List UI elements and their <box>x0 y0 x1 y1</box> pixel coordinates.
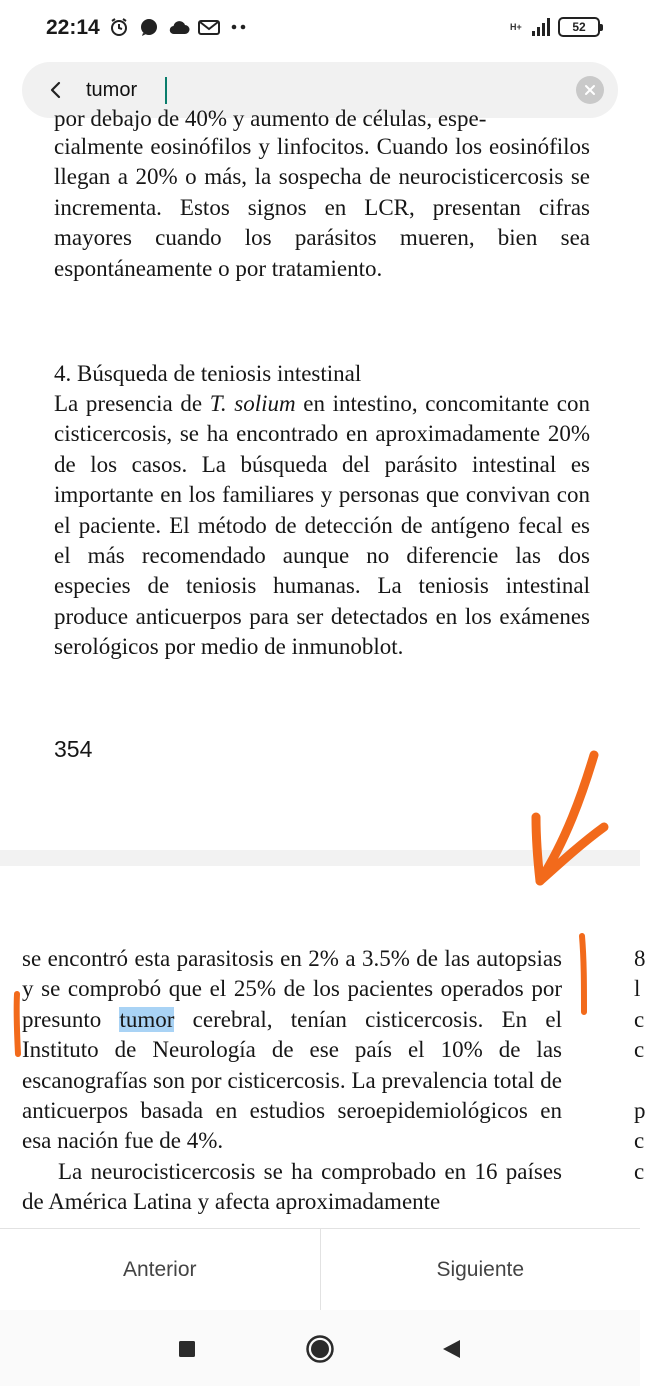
search-match-highlight[interactable]: tumor <box>119 1006 175 1032</box>
cut-off-line: por debajo de 40% y aumento de células, espe- <box>54 106 487 131</box>
paragraph-latin-america: La neurocisticercosis se ha comprobado en 16 países de América Latina y afecta aproximadamente <box>22 1158 562 1215</box>
recent-apps-button[interactable] <box>172 1334 202 1364</box>
adjacent-column-edge: 8 l c c p c c <box>634 946 646 1184</box>
chat-bubble-icon <box>138 16 160 38</box>
circle-home-icon <box>305 1334 335 1364</box>
mail-icon <box>198 16 220 38</box>
document-page-next <box>0 866 646 1228</box>
previous-result-button[interactable]: Anterior <box>0 1229 320 1310</box>
network-type-label: H+ <box>510 21 522 32</box>
paragraph-cysticercosis-autopsies: se encontró esta parasitosis en 2% a 3.5% de las autopsias y se comprobó que el 25% de los pacientes operados por presunto tumor cerebral, tenían cisticercosis. En el Instituto de Neurología de ese país el 10% de las escanografías son por cisticercosis. La prevalencia total de anticuerpos basada en estudios seroepidemiológicos en esa nación fue de 4%. <box>22 946 562 1154</box>
clear-circle-icon <box>584 84 596 96</box>
battery-icon <box>558 17 600 37</box>
search-input[interactable] <box>86 75 546 105</box>
text-caret <box>165 77 167 104</box>
square-recent-icon <box>177 1339 197 1359</box>
paragraph-lcr-findings: cialmente eosinófilos y linfocitos. Cuando los eosinófilos llegan a 20% o más, la sospecha de neurocisticercosis se incrementa. Estos signos en LCR, presentan cifras mayores cuando los parásitos mueren, bien sea espontáneamente o por tratamiento. <box>54 134 590 281</box>
more-dots-icon <box>228 16 250 38</box>
signal-strength-icon <box>532 18 550 36</box>
paragraph-teniosis: La presencia de T. solium en intestino, concomitante con cisticercosis, se ha encontrado en aproximadamente 20% de los casos. La búsqueda del parásito intestinal es importante en los familiares y personas que convivan con el paciente. El método de detección de antígeno fecal es el más recomendado aunque no diferencie las dos especies de teniosis humanas. La teniosis intestinal produce anticuerpos para ser detectados en los exámenes serológicos por medio de inmunoblot. <box>54 391 590 660</box>
chevron-left-icon <box>47 81 65 99</box>
status-time: 22:14 <box>46 16 100 39</box>
home-button[interactable] <box>305 1334 335 1364</box>
paragraph-prevalence <box>22 944 562 1218</box>
battery-level: 52 <box>572 20 586 34</box>
triangle-back-icon <box>440 1338 462 1360</box>
system-back-button[interactable] <box>436 1334 466 1364</box>
search-result-navigation <box>0 1228 640 1310</box>
section-heading-teniosis: 4. Búsqueda de teniosis intestinal <box>54 361 362 386</box>
page-number: 354 <box>54 736 93 762</box>
status-bar <box>0 0 640 58</box>
next-result-button[interactable]: Siguiente <box>321 1229 641 1310</box>
alarm-icon <box>108 16 130 38</box>
status-notification-icons <box>108 16 250 38</box>
system-navigation-bar <box>0 1310 640 1386</box>
clear-search-button[interactable] <box>576 76 604 104</box>
page-separator <box>0 850 640 866</box>
status-system-icons <box>510 17 600 37</box>
cloud-icon <box>168 16 190 38</box>
document-page-354 <box>0 106 640 850</box>
